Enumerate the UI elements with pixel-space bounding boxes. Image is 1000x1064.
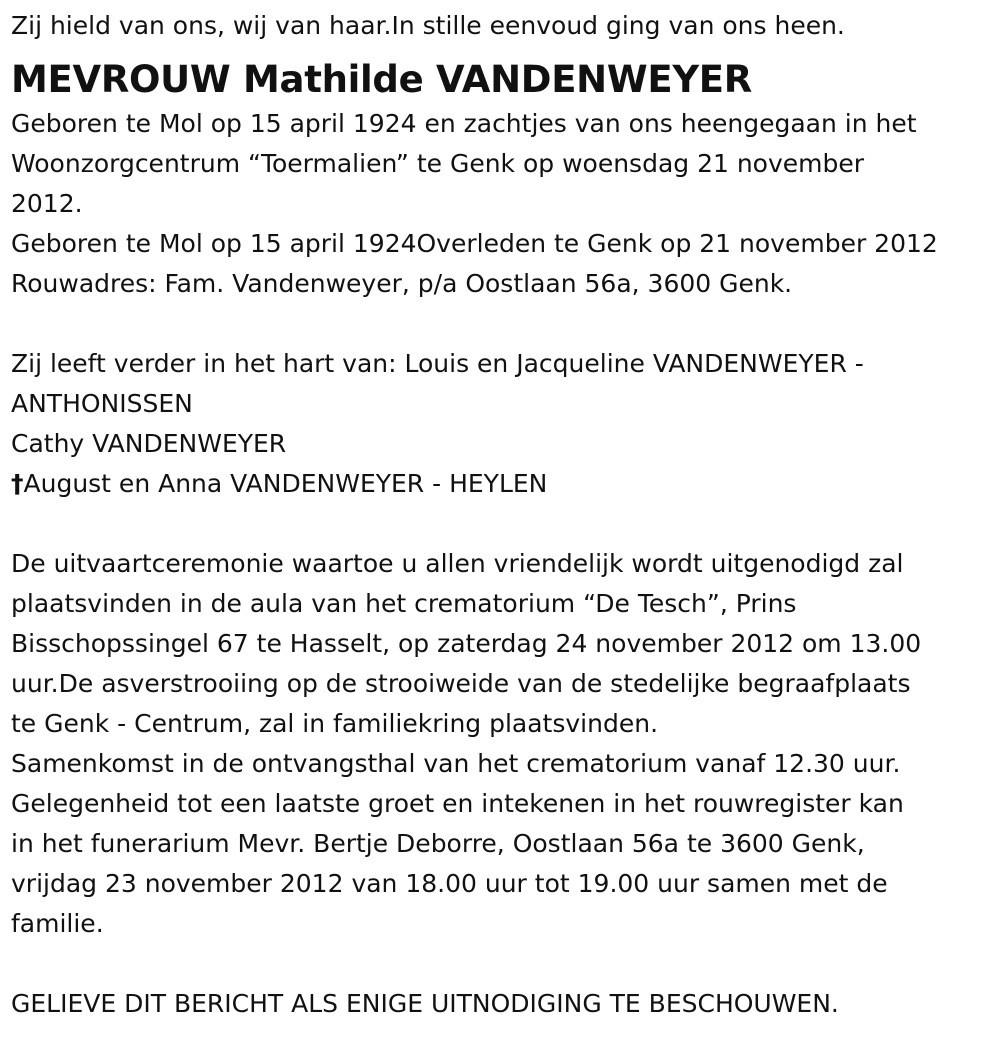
ceremony-line: Bisschopssingel 67 te Hasselt, op zaterdag 24 november 2012 om 13.00 (11, 629, 922, 658)
cross-icon: † (11, 469, 24, 498)
ceremony-line: Samenkomst in de ontvangsthal van het crematorium vanaf 12.30 uur. (11, 749, 901, 778)
intro-verse: Zij hield van ons, wij van haar.In stille eenvoud ging van ons heen. (11, 11, 845, 40)
ceremony-line: vrijdag 23 november 2012 van 18.00 uur tot 19.00 uur samen met de (11, 869, 888, 898)
ceremony-line: te Genk - Centrum, zal in familiekring plaatsvinden. (11, 709, 659, 738)
ceremony-paragraph (11, 544, 1000, 944)
spacer (11, 304, 1000, 344)
mourning-address: Rouwadres: Fam. Vandenweyer, p/a Oostlaan 56a, 3600 Genk. (11, 269, 793, 298)
survivors-line: ANTHONISSEN (11, 389, 193, 418)
survivors-line: Cathy VANDENWEYER (11, 429, 287, 458)
survivors-line: Zij leeft verder in het hart van: Louis en Jacqueline VANDENWEYER - (11, 349, 864, 378)
ceremony-line: familie. (11, 909, 104, 938)
birth-passing-line: 2012. (11, 189, 83, 218)
closing-notice: GELIEVE DIT BERICHT ALS ENIGE UITNODIGING TE BESCHOUWEN. (11, 989, 839, 1018)
ceremony-line: De uitvaartceremonie waartoe u allen vriendelijk wordt uitgenodigd zal (11, 549, 904, 578)
birth-passing-line: Woonzorgcentrum “Toermalien” te Genk op woensdag 21 november (11, 149, 865, 178)
ceremony-line: uur.De asverstrooiing op de strooiweide van de stedelijke begraafplaats (11, 669, 911, 698)
survivors-section (11, 344, 1000, 504)
ceremony-line: in het funerarium Mevr. Bertje Deborre, Oostlaan 56a te 3600 Genk, (11, 829, 865, 858)
survivors-line-text: August en Anna VANDENWEYER - HEYLEN (23, 469, 548, 498)
survivors-line-deceased (11, 464, 1000, 504)
ceremony-line: Gelegenheid tot een laatste groet en intekenen in het rouwregister kan (11, 789, 904, 818)
birth-passing-line: Geboren te Mol op 15 april 1924 en zachtjes van ons heengegaan in het (11, 109, 917, 138)
deceased-name: MEVROUW Mathilde VANDENWEYER (11, 58, 752, 101)
dates-line: Geboren te Mol op 15 april 1924Overleden te Genk op 21 november 2012 (11, 229, 938, 258)
birth-passing-paragraph (11, 104, 1000, 224)
spacer (11, 504, 1000, 544)
spacer (11, 944, 1000, 984)
ceremony-line: plaatsvinden in de aula van het crematorium “De Tesch”, Prins (11, 589, 797, 618)
